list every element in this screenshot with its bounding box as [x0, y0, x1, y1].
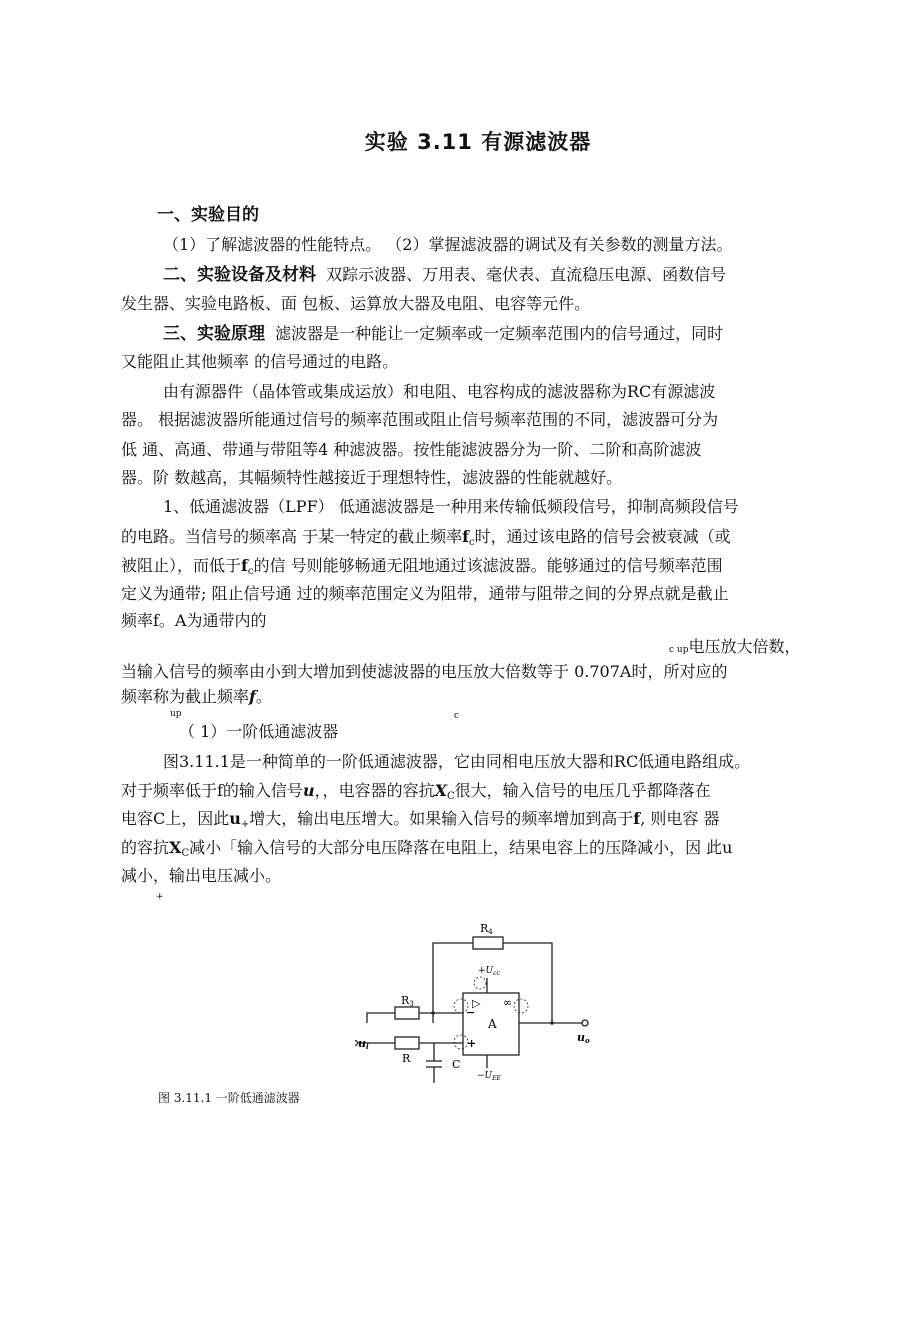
lpf-line-5: 频率f。A为通带内的	[121, 611, 267, 630]
label-plus: +	[467, 1037, 477, 1050]
first-order-line-1: 图3.11.1是一种简单的一阶低通滤波器，它由同相电压放大器和RC低通电路组成。	[163, 752, 751, 771]
stray-plus-label: +	[156, 892, 164, 902]
lpf-line-2-b: 时，通过该电路的信号会被衰减（或	[474, 527, 731, 546]
principle-p2-line-3: 低 通、高通、带通与带阻等4 种滤波器。按性能滤波器分为一阶、二阶和高阶滤波	[121, 440, 702, 459]
page-title: 实验 3.11 有源滤波器	[364, 130, 592, 154]
section-heading-objectives: 一、实验目的	[157, 205, 259, 225]
lpf-line-2-f: f	[462, 527, 469, 546]
section-heading-equipment: 二、实验设备及材料	[163, 265, 316, 285]
first-order-line-3-c: , 则电容 器	[640, 809, 720, 828]
first-order-line-4-a: 的容抗	[121, 838, 170, 857]
principle-p2-line-1: 由有源器件（晶体管或集成运放）和电阻、电容构成的滤波器称为RC有源滤波	[163, 382, 716, 401]
label-c: C	[452, 1058, 461, 1071]
first-order-line-2-a: 对于频率低于f的输入信号	[121, 781, 303, 800]
lpf-line-3-a: 被阻止），而低于	[121, 556, 242, 575]
principle-text-1: 滤波器是一种能让一定频率或一定频率范围内的信号通过，同时	[275, 324, 724, 343]
label-a: A	[488, 1017, 497, 1031]
lpf-line-2	[121, 526, 731, 554]
node-dot	[431, 1011, 435, 1015]
feedback-wire-right	[503, 943, 552, 1023]
lpf-line-8-f: f	[249, 687, 256, 706]
lpf-line-3-f: f	[241, 556, 248, 575]
label-minus: −	[466, 1006, 476, 1019]
stray-c-label: c	[454, 711, 460, 721]
lpf-line-3	[121, 555, 723, 583]
pin-circle-3	[514, 999, 528, 1013]
first-order-line-4-x: X	[169, 838, 182, 857]
first-order-line-2-x: X	[434, 781, 448, 800]
resistor-r	[395, 1037, 419, 1049]
label-vee: $-U_{EE}$	[477, 1071, 501, 1082]
lpf-line-8-a: 频率称为截止频率	[121, 687, 250, 706]
pin-circle-4	[474, 977, 486, 989]
first-order-line-2-c: C	[447, 791, 455, 802]
first-order-line-4-b: 减小「输入信号的大部分电压降落在电阻上，结果电容上的压降减小，因 此u	[189, 838, 733, 857]
equipment-text-1: 双踪示波器、万用表、毫伏表、直流稳压电源、函数信号	[326, 265, 727, 284]
resistor-r4	[473, 937, 503, 949]
section-heading-principle: 三、实验原理	[163, 324, 265, 344]
first-order-line-3-b: 增大，输出电压增大。如果输入信号的频率增加到高于	[249, 809, 634, 828]
first-order-line-2-c-text: 很大，输入信号的电压几乎都降落在	[454, 781, 711, 800]
first-order-heading: （ 1）一阶低通滤波器	[179, 722, 339, 741]
lpf-line-2-a: 的电路。当信号的频率高 于某一特定的截止频率	[121, 527, 463, 546]
first-order-line-2-b: ，，电容器的容抗	[314, 781, 435, 800]
ground-wire	[367, 1013, 395, 1023]
figure-caption: 图 3.11.1 一阶低通滤波器	[158, 1091, 300, 1105]
first-order-line-3	[121, 808, 719, 836]
equipment-line-1	[163, 264, 726, 286]
lpf-line-8	[121, 686, 272, 708]
label-uo: uo	[577, 1031, 590, 1045]
principle-p2-line-2: 器。 根据滤波器所能通过信号的频率范围或阻止信号频率范围的不同，滤波器可分为	[121, 410, 719, 429]
label-r3: R3	[401, 994, 414, 1008]
lpf-line-4: 定义为通带; 阻止信号通 过的频率范围定义为阻带，通带与阻带之间的分界点就是截止	[121, 584, 729, 603]
label-vcc: $+U_{cc}$	[478, 966, 500, 977]
circuit-diagram	[355, 918, 595, 1093]
principle-line-1	[163, 323, 723, 345]
first-order-line-3-f: f	[633, 809, 641, 828]
lpf-line-7: 当输入信号的频率由小到大增加到使滤波器的电压放大倍数等于 0.707A时，所对应的	[121, 662, 728, 681]
lpf-line-2-sub: c	[468, 537, 475, 548]
lpf-line-6	[669, 636, 800, 661]
lpf-line-3-sub: c	[247, 566, 254, 577]
resistor-r3	[395, 1007, 419, 1019]
pin-circle-2	[454, 1035, 468, 1049]
first-order-line-2-u: u	[302, 781, 315, 800]
first-order-line-4-c: C	[181, 848, 190, 859]
label-r4: R4	[480, 922, 493, 936]
principle-p2-line-4: 器。阶 数越高，其幅频特性越接近于理想特性，滤波器的性能就越好。	[121, 468, 623, 487]
label-tri: ▷	[472, 997, 481, 1010]
equipment-line-2: 发生器、实验电路板、面 包板、运算放大器及电阻、电容等元件。	[121, 294, 591, 313]
label-r: R	[402, 1052, 411, 1065]
label-inf: ∞	[503, 996, 513, 1009]
first-order-line-3-sub: +	[240, 819, 250, 830]
label-ui: ui	[358, 1037, 369, 1051]
lpf-line-3-b: 的信 号则能够畅通无阻地通过该滤波器。能够通过的信号频率范围	[253, 556, 723, 575]
principle-line-2: 又能阻止其他频率 的信号通过的电路。	[121, 352, 399, 371]
first-order-line-3-a: 电容C上，因此	[121, 809, 230, 828]
first-order-line-3-u: u	[229, 809, 241, 828]
first-order-line-2	[121, 780, 711, 808]
lpf-line-6-sub: c up	[669, 645, 689, 655]
lpf-line-1: 1、低通滤波器（LPF） 低通滤波器是一种用来传输低频段信号，抑制高频段信号	[163, 497, 739, 516]
first-order-line-4	[121, 837, 733, 865]
output-terminal	[582, 1020, 588, 1026]
lpf-line-6-text: 电压放大倍数，	[688, 637, 801, 656]
objectives-line: （1）了解滤波器的性能特点。 （2）掌握滤波器的调试及有关参数的测量方法。	[163, 235, 733, 254]
first-order-line-5: 减小，输出电压减小。	[121, 866, 282, 885]
stray-up-label: up	[170, 709, 182, 719]
lpf-line-8-b: 。	[255, 687, 272, 706]
node-dot-out	[550, 1021, 554, 1025]
